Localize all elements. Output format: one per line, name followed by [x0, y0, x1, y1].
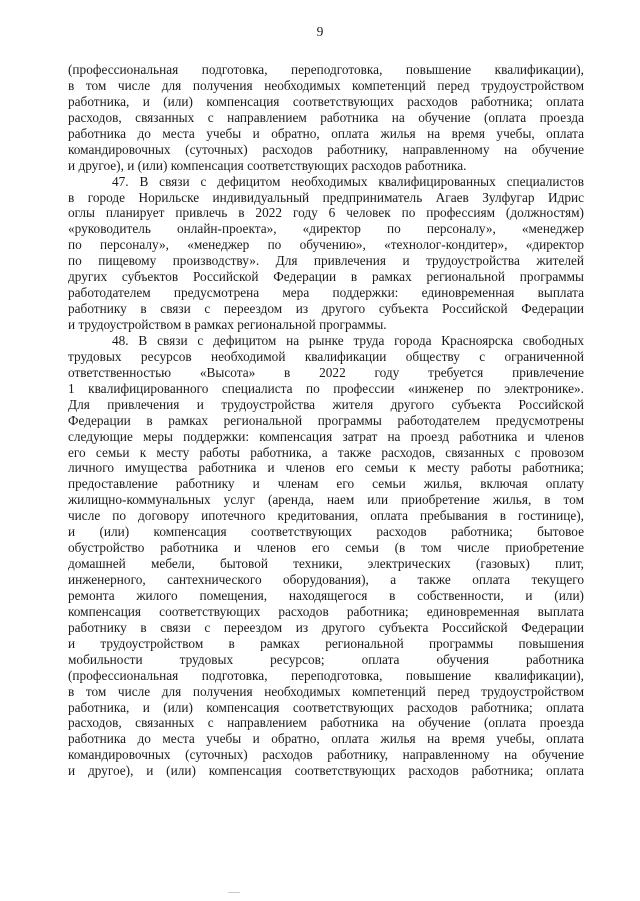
text-line: оглы планирует привлечь в 2022 году 6 человек по профессиям (должностям) [68, 205, 584, 221]
text-line: работника, и (или) компенсация соответствующих расходов работника; оплата [68, 699, 584, 715]
text-line: ремонта жилого помещения, находящегося в собственности, и (или) [68, 587, 584, 603]
text-line: 48. В связи с дефицитом на рынке труда города Красноярска свободных [112, 332, 584, 348]
scan-artifact [228, 892, 240, 893]
text-line: Федерации в рамках региональной программы работодателем предусмотрены [68, 412, 584, 428]
text-line: домашней мебели, бытовой техники, электрических (газовых) плит, [68, 556, 584, 572]
text-line: и трудоустройством в рамках региональной программы повышения [68, 635, 584, 651]
text-line: инженерного, сантехнического оборудования), а также оплата текущего [68, 572, 584, 587]
text-line: компенсация соответствующих расходов работника; единовременная выплата [68, 603, 584, 619]
text-line: личного имущества работника и членов его семьи к месту работы работника; [68, 460, 584, 476]
text-line: 47. В связи с дефицитом необходимых квалифицированных специалистов [112, 173, 584, 189]
text-line: работодателем предусмотрена мера поддержки: единовременная выплата [68, 285, 584, 301]
text-line: других субъектов Российской Федерации в рамках региональной программы [68, 269, 584, 285]
text-line: и другое), и (или) компенсация соответствующих расходов работника; оплата [68, 763, 584, 779]
text-line: работника, и (или) компенсация соответствующих расходов работника; оплата [68, 93, 584, 109]
text-line: в городе Норильске индивидуальный предприниматель Агаев Зулфугар Идрис [68, 189, 584, 205]
text-line: 1 квалифицированного специалиста по профессии «инженер по электронике». [68, 380, 584, 396]
text-line: в том числе для получения необходимых компетенций перед трудоустройством [68, 77, 584, 93]
text-line: работнику в связи с переездом из другого субъекта Российской Федерации [68, 301, 584, 317]
text-line: (профессиональная подготовка, переподготовка, повышение квалификации), [68, 62, 584, 77]
text-line: трудовых ресурсов необходимой квалификации обществу с ограниченной [68, 348, 584, 364]
text-line: по пищевому производству». Для привлечения и трудоустройства жителей [68, 253, 584, 269]
text-line: работника до места учебы и обратно, оплата жилья на время учебы, оплата [68, 125, 584, 141]
text-line: обустройство работника и членов его семьи (в том числе приобретение [68, 540, 584, 556]
paragraph-48 [68, 333, 584, 779]
text-line: следующие меры поддержки: компенсация затрат на проезд работника и членов [68, 428, 584, 444]
text-line: командировочных (суточных) расходов работнику, направленному на обучение [68, 747, 584, 763]
text-line: (профессиональная подготовка, переподготовка, повышение квалификации), [68, 667, 584, 683]
text-line: в том числе для получения необходимых компетенций перед трудоустройством [68, 683, 584, 699]
paragraph-continuation [68, 62, 584, 174]
text-line: его семьи к месту работы работника, а также расходов, связанных с провозом [68, 444, 584, 460]
text-line: работнику в связи с переездом из другого субъекта Российской Федерации [68, 619, 584, 635]
text-line: «руководитель онлайн-проекта», «директор по персоналу», «менеджер [68, 221, 584, 237]
text-line: мобильности трудовых ресурсов; оплата обучения работника [68, 651, 584, 667]
text-line: и другое), и (или) компенсация соответствующих расходов работника. [68, 157, 467, 173]
text-line: расходов, связанных с направлением работника на обучение (оплата проезда [68, 109, 584, 125]
text-line: и (или) компенсация соответствующих расходов работника; бытовое [68, 524, 584, 540]
text-line: предоставление работнику и членам его семьи жилья, включая оплату [68, 476, 584, 492]
text-line: жилищно-коммунальных услуг (аренда, наем или приобретение жилья, в том [68, 492, 584, 508]
text-line: числе по договору ипотечного кредитования, оплата пребывания в гостинице), [68, 508, 584, 524]
document-body [68, 62, 584, 779]
text-line: и трудоустройством в рамках региональной программы. [68, 317, 387, 332]
text-line: ответственностью «Высота» в 2022 году требуется привлечение [68, 364, 584, 380]
page-number: 9 [316, 24, 324, 39]
text-line: расходов, связанных с направлением работника на обучение (оплата проезда [68, 715, 584, 731]
text-line: командировочных (суточных) расходов работнику, направленному на обучение [68, 141, 584, 157]
paragraph-47 [68, 174, 584, 333]
text-line: по персоналу», «менеджер по обучению», «технолог-кондитер», «директор [68, 237, 584, 253]
text-line: работника до места учебы и обратно, оплата жилья на время учебы, оплата [68, 731, 584, 747]
text-line: Для привлечения и трудоустройства жителя другого субъекта Российской [68, 396, 584, 412]
